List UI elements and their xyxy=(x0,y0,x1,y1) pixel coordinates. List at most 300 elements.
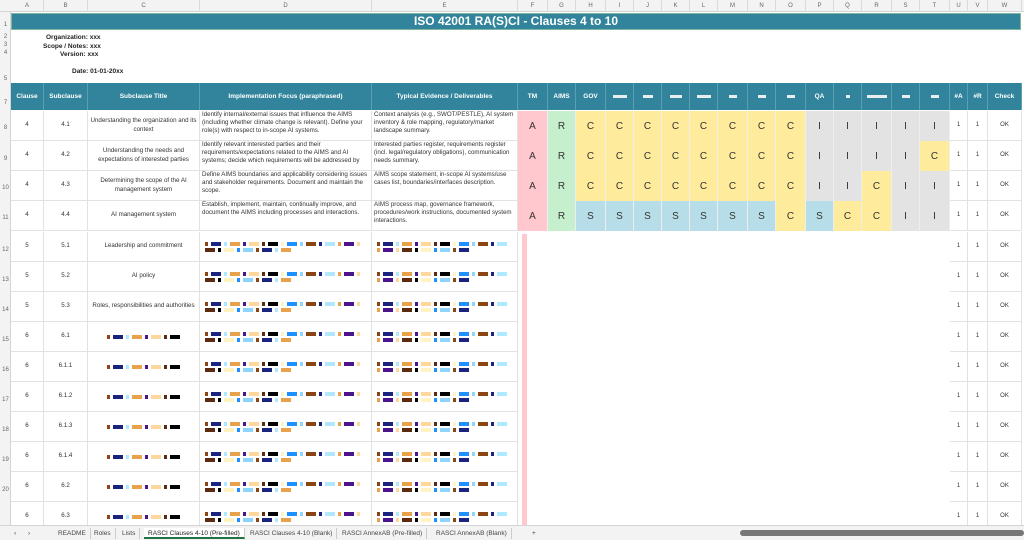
redacted-text xyxy=(104,422,183,432)
rasci-cell[interactable]: C xyxy=(748,171,776,202)
rasci-cell[interactable]: I xyxy=(834,141,862,172)
evidence-cell[interactable]: Context analysis (e.g., SWOT/PESTLE), AI system inventory & role mapping, regulatory/market landscape summary. xyxy=(372,111,518,141)
redacted-text xyxy=(104,512,183,522)
row-header[interactable]: 15 xyxy=(2,337,9,343)
subclause-cell[interactable]: 6.1.2 xyxy=(44,382,88,412)
focus-cell[interactable] xyxy=(200,382,372,412)
rasci-cell[interactable]: S xyxy=(748,201,776,232)
row-header[interactable]: 4 xyxy=(3,50,8,56)
header-count-r[interactable]: #R xyxy=(968,83,988,110)
rasci-cell[interactable]: I xyxy=(862,111,892,142)
rasci-cell[interactable]: C xyxy=(606,141,634,172)
row-header[interactable]: 10 xyxy=(2,185,9,191)
column-header[interactable]: H xyxy=(576,0,606,12)
redacted-role-label xyxy=(670,95,682,98)
header-role[interactable] xyxy=(662,83,690,110)
redacted-text xyxy=(374,239,515,255)
row-header[interactable]: 18 xyxy=(2,427,9,433)
count-r-cell[interactable]: 1 xyxy=(968,232,988,262)
column-header[interactable]: L xyxy=(690,0,718,12)
count-r-cell[interactable]: 1 xyxy=(968,442,988,472)
header-subclause[interactable]: Subclause xyxy=(44,83,88,110)
version-value[interactable]: xxx xyxy=(87,51,99,58)
date-meta xyxy=(72,68,123,75)
redacted-text xyxy=(374,329,515,345)
column-header[interactable]: O xyxy=(776,0,806,12)
count-r-cell[interactable]: 1 xyxy=(968,412,988,442)
redacted-role-label xyxy=(931,95,939,98)
rasci-cell[interactable]: S xyxy=(606,201,634,232)
count-r-cell[interactable]: 1 xyxy=(968,322,988,352)
scope-label: Scope / Notes: xyxy=(43,43,89,50)
header-role[interactable] xyxy=(834,83,862,110)
rasci-cell[interactable]: C xyxy=(662,111,690,142)
redacted-role-label xyxy=(787,95,795,98)
subclause-title-cell[interactable]: Understanding the needs and expectations of interested parties xyxy=(88,141,200,171)
rasci-cell[interactable]: I xyxy=(806,111,834,142)
rasci-cell[interactable]: C xyxy=(690,141,718,172)
sheet-tab[interactable]: RASCI AnnexAB (Pre-filled) xyxy=(338,528,427,539)
column-header[interactable]: J xyxy=(634,0,662,12)
subclause-cell[interactable]: 5.2 xyxy=(44,262,88,292)
check-cell[interactable]: OK xyxy=(988,111,1022,141)
count-r-cell[interactable]: 1 xyxy=(968,502,988,532)
focus-cell[interactable] xyxy=(200,442,372,472)
column-header[interactable]: T xyxy=(920,0,950,12)
subclause-title-cell[interactable]: Determining the scope of the AI management system xyxy=(88,171,200,201)
rasci-cell[interactable]: S xyxy=(634,201,662,232)
role-label: QA xyxy=(814,93,825,100)
count-r-cell[interactable]: 1 xyxy=(968,382,988,412)
row-header[interactable]: 7 xyxy=(3,100,8,106)
redacted-text xyxy=(202,329,369,345)
subclause-cell[interactable]: 6.1 xyxy=(44,322,88,352)
header-check[interactable]: Check xyxy=(988,83,1022,110)
rasci-cell[interactable]: I xyxy=(892,201,920,232)
clause-cell[interactable]: 6 xyxy=(11,502,44,532)
subclause-cell[interactable]: 4.2 xyxy=(44,141,88,171)
subclause-title-cell[interactable] xyxy=(88,412,200,442)
count-r-cell[interactable]: 1 xyxy=(968,262,988,292)
subclause-title-cell[interactable]: AI policy xyxy=(88,262,200,292)
clause-cell[interactable]: 4 xyxy=(11,201,44,231)
rasci-cell[interactable]: C xyxy=(718,141,748,172)
row-header[interactable]: 2 xyxy=(3,34,8,40)
role-label: TM xyxy=(527,93,538,100)
rasci-cell[interactable]: C xyxy=(776,141,806,172)
evidence-cell[interactable] xyxy=(372,412,518,442)
rasci-cell[interactable]: I xyxy=(920,171,950,202)
count-a-cell[interactable]: 1 xyxy=(950,201,968,231)
rasci-cell[interactable]: I xyxy=(892,171,920,202)
redacted-text xyxy=(374,359,515,375)
clause-cell[interactable]: 4 xyxy=(11,141,44,171)
row-header[interactable]: 12 xyxy=(2,247,9,253)
rasci-cell[interactable]: C xyxy=(776,201,806,232)
clause-cell[interactable]: 6 xyxy=(11,352,44,382)
column-header[interactable]: I xyxy=(606,0,634,12)
count-a-cell[interactable]: 1 xyxy=(950,141,968,171)
subclause-cell[interactable]: 6.2 xyxy=(44,472,88,502)
row-header[interactable]: 8 xyxy=(3,125,8,131)
column-header[interactable]: P xyxy=(806,0,834,12)
redacted-text xyxy=(374,269,515,285)
evidence-cell[interactable] xyxy=(372,382,518,412)
evidence-cell[interactable]: Interested parties register, requirements register (incl. legal/regulatory obligations), communication needs summary. xyxy=(372,141,518,171)
count-r-cell[interactable]: 1 xyxy=(968,352,988,382)
column-header[interactable]: K xyxy=(662,0,690,12)
redacted-text xyxy=(104,332,183,342)
subclause-title-cell[interactable] xyxy=(88,442,200,472)
redacted-role-label xyxy=(613,95,627,98)
rasci-cell[interactable]: C xyxy=(662,141,690,172)
clause-cell[interactable]: 6 xyxy=(11,472,44,502)
header-title[interactable]: Subclause Title xyxy=(88,83,200,110)
focus-cell[interactable]: Define AIMS boundaries and applicability considering issues and stakeholder requirements. Document and maintain the scope. xyxy=(200,171,372,201)
column-headers xyxy=(0,0,1024,12)
count-r-cell[interactable]: 1 xyxy=(968,171,988,201)
date-label: Date: xyxy=(72,68,89,75)
column-header[interactable]: S xyxy=(892,0,920,12)
rasci-cell[interactable]: I xyxy=(920,111,950,142)
header-role[interactable] xyxy=(776,83,806,110)
column-header[interactable]: U xyxy=(950,0,968,12)
rasci-cell[interactable]: C xyxy=(748,141,776,172)
redacted-text xyxy=(374,419,515,435)
check-cell[interactable]: OK xyxy=(988,232,1022,262)
count-r-cell[interactable]: 1 xyxy=(968,472,988,502)
version-meta xyxy=(60,51,98,58)
evidence-cell[interactable] xyxy=(372,352,518,382)
rasci-cell[interactable]: I xyxy=(862,141,892,172)
rasci-cell[interactable]: I xyxy=(892,111,920,142)
rasci-cell[interactable]: C xyxy=(718,171,748,202)
row-header[interactable]: 13 xyxy=(2,277,9,283)
next-sheet-icon[interactable]: › xyxy=(28,530,31,537)
sheet-tab-bar xyxy=(0,525,1024,540)
focus-cell[interactable] xyxy=(200,322,372,352)
redacted-text xyxy=(374,509,515,525)
sheet-tab[interactable]: RASCI Clauses 4-10 (Pre-filled) xyxy=(144,528,245,539)
rasci-cell[interactable]: S xyxy=(806,201,834,232)
subclause-cell[interactable]: 4.1 xyxy=(44,111,88,141)
rasci-cell[interactable]: C xyxy=(662,171,690,202)
redacted-role-label xyxy=(643,95,653,98)
row-header[interactable]: 1 xyxy=(3,22,8,28)
sheet-title: ISO 42001 RA(S)CI - Clauses 4 to 10 xyxy=(11,13,1021,30)
prev-sheet-icon[interactable]: ‹ xyxy=(14,530,17,537)
clause-cell[interactable]: 5 xyxy=(11,292,44,322)
count-a-cell[interactable]: 1 xyxy=(950,502,968,532)
redacted-text xyxy=(374,479,515,495)
header-role[interactable] xyxy=(518,83,548,110)
check-cell[interactable]: OK xyxy=(988,322,1022,352)
subclause-cell[interactable]: 6.1.4 xyxy=(44,442,88,472)
check-cell[interactable]: OK xyxy=(988,412,1022,442)
rasci-cell[interactable]: C xyxy=(776,171,806,202)
column-header[interactable]: F xyxy=(518,0,548,12)
redacted-text xyxy=(374,299,515,315)
redacted-text xyxy=(202,419,369,435)
check-cell[interactable]: OK xyxy=(988,262,1022,292)
subclause-title-cell[interactable]: AI management system xyxy=(88,201,200,231)
date-value[interactable]: 01-01-20xx xyxy=(90,68,124,75)
subclause-cell[interactable]: 6.1.3 xyxy=(44,412,88,442)
header-role[interactable] xyxy=(690,83,718,110)
column-header[interactable]: E xyxy=(372,0,518,12)
check-cell[interactable]: OK xyxy=(988,352,1022,382)
row-header[interactable]: 9 xyxy=(3,156,8,162)
redacted-text xyxy=(104,482,183,492)
header-role[interactable] xyxy=(718,83,748,110)
row-header[interactable]: 14 xyxy=(2,307,9,313)
clause-cell[interactable]: 6 xyxy=(11,322,44,352)
evidence-cell[interactable] xyxy=(372,442,518,472)
check-cell[interactable]: OK xyxy=(988,472,1022,502)
rasci-cell[interactable]: I xyxy=(834,171,862,202)
column-header[interactable]: B xyxy=(44,0,88,12)
header-focus[interactable]: Implementation Focus (paraphrased) xyxy=(200,83,372,110)
row-header[interactable]: 17 xyxy=(2,397,9,403)
sheet-tab[interactable]: RASCI AnnexAB (Blank) xyxy=(432,528,512,539)
evidence-cell[interactable] xyxy=(372,292,518,322)
count-a-cell[interactable]: 1 xyxy=(950,472,968,502)
evidence-cell[interactable] xyxy=(372,472,518,502)
redacted-role-label xyxy=(846,95,850,98)
row-header[interactable]: 5 xyxy=(3,76,8,82)
row-header[interactable]: 19 xyxy=(2,457,9,463)
column-header[interactable]: Q xyxy=(834,0,862,12)
clause-cell[interactable]: 6 xyxy=(11,382,44,412)
subclause-cell[interactable]: 5.3 xyxy=(44,292,88,322)
focus-cell[interactable] xyxy=(200,472,372,502)
subclause-title-cell[interactable]: Understanding the organization and its context xyxy=(88,111,200,141)
column-header[interactable]: G xyxy=(548,0,576,12)
clause-cell[interactable]: 6 xyxy=(11,412,44,442)
subclause-cell[interactable]: 6.1.1 xyxy=(44,352,88,382)
header-role[interactable] xyxy=(634,83,662,110)
header-role[interactable] xyxy=(920,83,950,110)
check-cell[interactable]: OK xyxy=(988,292,1022,322)
sheet-tab[interactable]: Roles xyxy=(90,528,116,539)
rasci-cell[interactable]: S xyxy=(662,201,690,232)
row-header[interactable]: 20 xyxy=(2,487,9,493)
redacted-role-label xyxy=(697,95,711,98)
count-r-cell[interactable]: 1 xyxy=(968,111,988,141)
check-cell[interactable]: OK xyxy=(988,502,1022,532)
focus-cell[interactable]: Identify internal/external issues that influence the AIMS (including whether climate change is relevant). Define your role(s) with respect to in-scope AI systems. xyxy=(200,111,372,141)
organization-value[interactable]: xxx xyxy=(89,34,101,41)
scope-value[interactable]: xxx xyxy=(89,43,101,50)
column-header[interactable]: C xyxy=(88,0,200,12)
column-header[interactable]: A xyxy=(11,0,44,12)
redacted-text xyxy=(202,299,369,315)
sheet-tab[interactable]: Lists xyxy=(118,528,140,539)
rasci-cell[interactable]: I xyxy=(806,141,834,172)
rasci-cell[interactable]: R xyxy=(548,111,576,142)
check-cell[interactable]: OK xyxy=(988,382,1022,412)
count-r-cell[interactable]: 1 xyxy=(968,141,988,171)
redacted-role-label xyxy=(729,95,737,98)
row-header[interactable]: 16 xyxy=(2,367,9,373)
column-header[interactable]: V xyxy=(968,0,988,12)
evidence-cell[interactable]: AIMS scope statement, in-scope AI systems/use cases list, boundaries/interfaces description. xyxy=(372,171,518,201)
redacted-role-label xyxy=(902,95,910,98)
subclause-title-cell[interactable] xyxy=(88,472,200,502)
clause-cell[interactable]: 4 xyxy=(11,111,44,141)
subclause-cell[interactable]: 5.1 xyxy=(44,232,88,262)
rasci-cell[interactable]: C xyxy=(576,171,606,202)
redacted-text xyxy=(104,392,183,402)
count-a-cell[interactable]: 1 xyxy=(950,232,968,262)
check-cell[interactable]: OK xyxy=(988,171,1022,201)
rasci-cell[interactable]: C xyxy=(862,171,892,202)
role-label: GOV xyxy=(583,93,598,100)
column-header[interactable]: M xyxy=(718,0,748,12)
focus-cell[interactable] xyxy=(200,352,372,382)
redacted-text xyxy=(202,509,369,525)
focus-cell[interactable]: Establish, implement, maintain, continually improve, and document the AIMS including processes and interactions. xyxy=(200,201,372,231)
clause-cell[interactable]: 6 xyxy=(11,442,44,472)
header-role[interactable] xyxy=(548,83,576,110)
scope-meta xyxy=(43,43,101,50)
count-a-cell[interactable]: 1 xyxy=(950,171,968,201)
subclause-cell[interactable]: 4.3 xyxy=(44,171,88,201)
rasci-cell[interactable]: A xyxy=(518,171,548,202)
header-evidence[interactable]: Typical Evidence / Deliverables xyxy=(372,83,518,110)
rasci-cell[interactable]: C xyxy=(606,111,634,142)
subclause-title-cell[interactable]: Leadership and commitment xyxy=(88,232,200,262)
subclause-title-cell[interactable] xyxy=(88,352,200,382)
check-cell[interactable]: OK xyxy=(988,442,1022,472)
focus-cell[interactable] xyxy=(200,232,372,262)
redacted-text xyxy=(202,479,369,495)
role-label: AIMS xyxy=(553,93,570,100)
sheet-tab[interactable]: RASCI Clauses 4-10 (Blank) xyxy=(246,528,337,539)
count-r-cell[interactable]: 1 xyxy=(968,201,988,231)
rasci-cell[interactable]: I xyxy=(806,171,834,202)
column-header[interactable]: R xyxy=(862,0,892,12)
rasci-cell[interactable]: C xyxy=(634,171,662,202)
clause-cell[interactable]: 5 xyxy=(11,232,44,262)
count-a-cell[interactable]: 1 xyxy=(950,111,968,141)
row-header[interactable]: 11 xyxy=(2,215,9,221)
clause-cell[interactable]: 4 xyxy=(11,171,44,201)
header-count-a[interactable]: #A xyxy=(950,83,968,110)
rasci-cell[interactable]: C xyxy=(690,171,718,202)
organization-meta xyxy=(46,34,101,41)
header-role[interactable] xyxy=(576,83,606,110)
rasci-cell[interactable]: A xyxy=(518,141,548,172)
rasci-cell[interactable]: A xyxy=(518,201,548,232)
focus-cell[interactable] xyxy=(200,412,372,442)
version-label: Version: xyxy=(60,51,86,58)
horizontal-scrollbar[interactable] xyxy=(740,530,1024,536)
rasci-cell[interactable]: I xyxy=(892,141,920,172)
count-a-cell[interactable]: 1 xyxy=(950,412,968,442)
rasci-cell[interactable]: C xyxy=(606,171,634,202)
evidence-cell[interactable] xyxy=(372,322,518,352)
rasci-cell[interactable]: R xyxy=(548,141,576,172)
header-role[interactable] xyxy=(892,83,920,110)
check-cell[interactable]: OK xyxy=(988,201,1022,231)
header-role[interactable] xyxy=(806,83,834,110)
rasci-cell[interactable]: R xyxy=(548,171,576,202)
rasci-cell[interactable]: R xyxy=(548,201,576,232)
focus-cell[interactable] xyxy=(200,262,372,292)
column-header[interactable]: W xyxy=(988,0,1022,12)
rasci-cell[interactable]: C xyxy=(634,141,662,172)
subclause-cell[interactable]: 4.4 xyxy=(44,201,88,231)
rasci-cell[interactable]: S xyxy=(576,201,606,232)
subclause-cell[interactable]: 6.3 xyxy=(44,502,88,532)
count-a-cell[interactable]: 1 xyxy=(950,322,968,352)
add-sheet-icon[interactable]: + xyxy=(532,530,536,537)
column-header[interactable]: N xyxy=(748,0,776,12)
count-a-cell[interactable]: 1 xyxy=(950,382,968,412)
count-a-cell[interactable]: 1 xyxy=(950,352,968,382)
count-a-cell[interactable]: 1 xyxy=(950,292,968,322)
rasci-cell[interactable]: C xyxy=(920,141,950,172)
rasci-cell[interactable]: A xyxy=(518,111,548,142)
rasci-cell[interactable]: S xyxy=(718,201,748,232)
header-role[interactable] xyxy=(606,83,634,110)
sheet-tab[interactable]: README xyxy=(54,528,91,539)
redacted-text xyxy=(202,449,369,465)
rasci-cell[interactable]: C xyxy=(690,111,718,142)
row-header[interactable]: 3 xyxy=(3,42,8,48)
evidence-cell[interactable] xyxy=(372,232,518,262)
rasci-cell[interactable]: C xyxy=(834,201,862,232)
focus-cell[interactable]: Identify relevant interested parties and their requirements/expectations related to the AIMS and AI systems; decide which requirements will be addressed by xyxy=(200,141,372,171)
redacted-text xyxy=(374,389,515,405)
row-headers xyxy=(0,12,11,525)
redacted-text xyxy=(202,269,369,285)
rasci-cell[interactable]: C xyxy=(576,141,606,172)
rasci-cell[interactable]: I xyxy=(834,111,862,142)
redacted-text xyxy=(202,359,369,375)
rasci-cell[interactable]: C xyxy=(718,111,748,142)
subclause-title-cell[interactable] xyxy=(88,322,200,352)
evidence-cell[interactable]: AIMS process map, governance framework, procedures/work instructions, documented system interactions. xyxy=(372,201,518,231)
redacted-text xyxy=(104,452,183,462)
focus-cell[interactable] xyxy=(200,292,372,322)
header-clause[interactable]: Clause xyxy=(11,83,44,110)
rasci-cell[interactable]: I xyxy=(920,201,950,232)
organization-label: Organization: xyxy=(46,34,88,41)
rasci-cell[interactable]: C xyxy=(748,111,776,142)
rasci-cell[interactable]: S xyxy=(690,201,718,232)
count-a-cell[interactable]: 1 xyxy=(950,262,968,292)
header-role[interactable] xyxy=(862,83,892,110)
redacted-role-label xyxy=(758,95,766,98)
count-r-cell[interactable]: 1 xyxy=(968,292,988,322)
redacted-role-label xyxy=(867,95,887,98)
header-role[interactable] xyxy=(748,83,776,110)
check-cell[interactable]: OK xyxy=(988,141,1022,171)
evidence-cell[interactable] xyxy=(372,262,518,292)
blank-overlay-region xyxy=(522,234,946,526)
subclause-title-cell[interactable] xyxy=(88,382,200,412)
column-header[interactable]: D xyxy=(200,0,372,12)
clause-cell[interactable]: 5 xyxy=(11,262,44,292)
count-a-cell[interactable]: 1 xyxy=(950,442,968,472)
rasci-cell[interactable]: C xyxy=(862,201,892,232)
rasci-cell[interactable]: C xyxy=(576,111,606,142)
rasci-cell[interactable]: C xyxy=(776,111,806,142)
subclause-title-cell[interactable]: Roles, responsibilities and authorities xyxy=(88,292,200,322)
rasci-cell[interactable]: C xyxy=(634,111,662,142)
